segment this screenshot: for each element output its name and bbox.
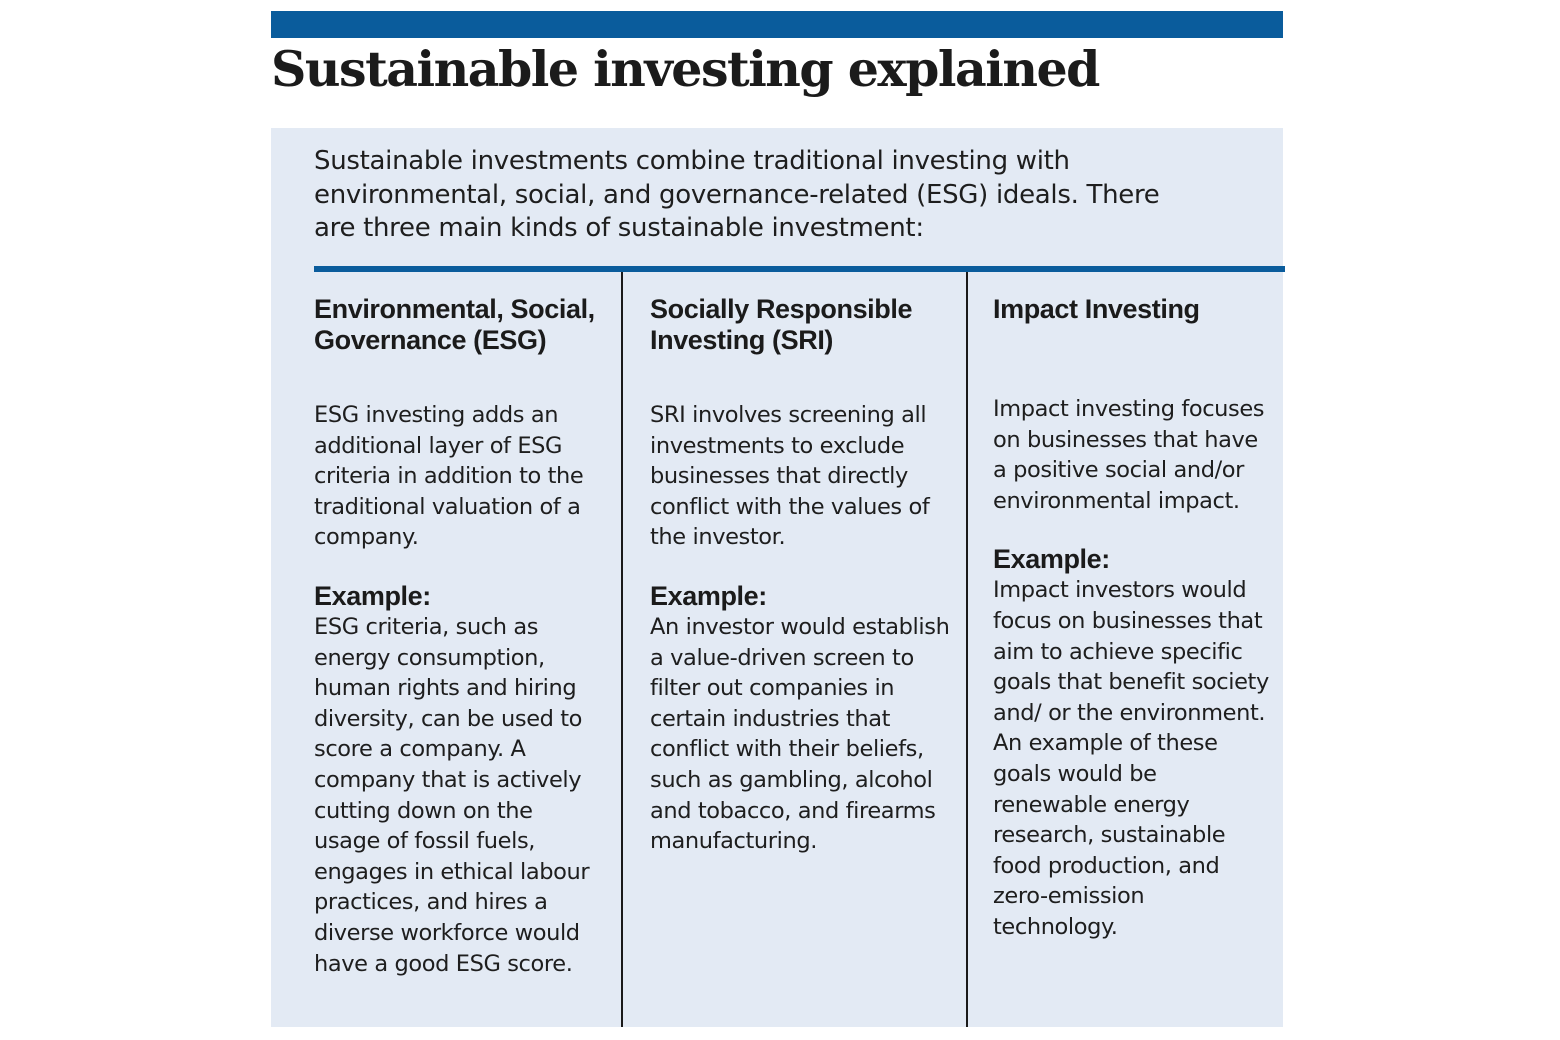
top-accent-bar [271,11,1283,38]
column-description: Impact investing focuses on businesses that have a positive social and/or environmental impact. [993,396,1265,514]
example-label: Example: [993,544,1110,575]
column-divider-2 [966,272,968,1027]
info-panel [271,128,1283,1027]
column-sri [650,294,950,857]
column-description: SRI involves screening all investments to exclude businesses that directly conflict with the values of the investor. [650,402,930,551]
example-label: Example: [650,580,767,611]
example-text: Impact investors would focus on businesses that aim to achieve specific goals that benefit society and/ or the environment. An example of these goals would be renewable energy research, sustainable food production, and zero-emission technology. [993,577,1269,940]
example-text: An investor would establish a value-driven screen to filter out companies in certain industries that conflict with their beliefs, such as gambling, alcohol and tobacco, and firearms manufacturing. [650,613,950,855]
example-text: ESG criteria, such as energy consumption, human rights and hiring diversity, can be used to score a company. A company that is actively cutting down on the usage of fossil fuels, engages in ethical labour practices, and hires a diverse workforce would have a good ESG score. [314,613,590,977]
page-title: Sustainable investing explained [271,40,1099,98]
column-divider-1 [621,272,623,1027]
example-label: Example: [314,580,431,611]
column-heading: Environmental, Social, Governance (ESG) [314,294,595,355]
column-heading: Socially Responsible Investing (SRI) [650,294,913,355]
column-heading: Impact Investing [993,294,1200,324]
column-description: ESG investing adds an additional layer of ESG criteria in addition to the traditional valuation of a company. [314,402,584,551]
column-esg [314,294,604,979]
section-rule [314,266,1285,272]
intro-text: Sustainable investments combine traditional investing with environmental, social, and governance-related (ESG) ideals. There are three main kinds of sustainable investment: [314,146,1160,243]
column-impact [993,294,1275,943]
